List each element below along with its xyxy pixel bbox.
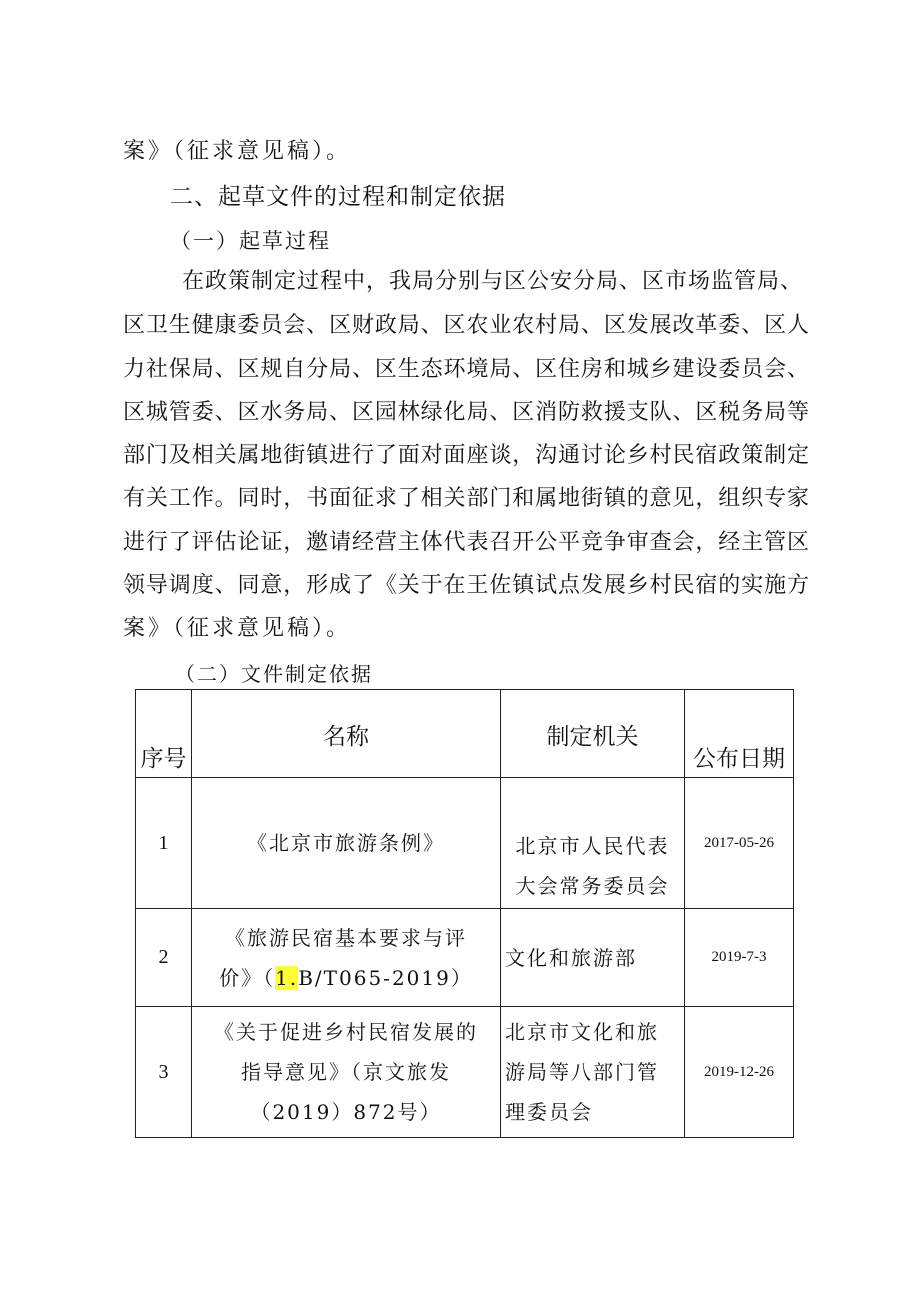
table-row (136, 1007, 794, 1138)
header-agency: 制定机关 (501, 690, 685, 778)
subsection-heading-basis: （二）文件制定依据 (175, 662, 373, 686)
cell-name-line: （2019）872号） (250, 1100, 442, 1124)
highlighted-text: 1. (275, 965, 299, 990)
header-name: 名称 (192, 690, 501, 778)
cell-seq: 1 (136, 778, 192, 909)
cell-name-line: 《北京市旅游条例》 (247, 831, 445, 855)
cell-name-line: 指导意见》（京文旅发 (241, 1060, 451, 1084)
paragraph-line: 区卫生健康委员会、区财政局、区农业农村局、区发展改革委、区人 (123, 313, 809, 338)
cell-agency-line: 大会常务委员会 (515, 874, 670, 898)
header-date: 公布日期 (685, 690, 794, 778)
table-row (136, 909, 794, 1007)
continued-line: 案》（征求意见稿）。 (123, 139, 352, 164)
cell-name-text: B/T065-2019） (298, 965, 473, 990)
cell-name-line (192, 958, 500, 998)
paragraph-line: 在政策制定过程中，我局分别与区公安分局、区市场监管局、 (182, 269, 802, 294)
cell-date: 2017-05-26 (685, 778, 794, 909)
paragraph-line: 进行了评估论证，邀请经营主体代表召开公平竞争审查会，经主管区 (123, 530, 809, 555)
section-heading: 二、起草文件的过程和制定依据 (170, 184, 506, 210)
paragraph-line: 案》（征求意见稿）。 (123, 616, 352, 641)
cell-name-line: 《关于促进乡村民宿发展的 (214, 1020, 478, 1044)
cell-name (192, 909, 501, 1007)
cell-seq: 3 (136, 1007, 192, 1138)
cell-date: 2019-7-3 (685, 909, 794, 1007)
cell-date: 2019-12-26 (685, 1007, 794, 1138)
table-row (136, 778, 794, 909)
cell-agency-line: 理委员会 (505, 1100, 593, 1124)
table-header-row (136, 690, 794, 778)
cell-agency-line: 游局等八部门管 (505, 1060, 659, 1084)
cell-agency (501, 909, 685, 1007)
paragraph-line: 力社保局、区规自分局、区生态环境局、区住房和城乡建设委员会、 (123, 357, 809, 382)
cell-agency (501, 1007, 685, 1138)
cell-seq: 2 (136, 909, 192, 1007)
paragraph-line: 部门及相关属地街镇进行了面对面座谈，沟通讨论乡村民宿政策制定 (123, 443, 809, 468)
cell-name-line: 《旅游民宿基本要求与评 (225, 925, 467, 950)
cell-name-text: 价》（ (219, 965, 276, 990)
paragraph-line: 领导调度、同意，形成了《关于在王佐镇试点发展乡村民宿的实施方 (123, 573, 809, 598)
subsection-heading-drafting: （一）起草过程 (170, 229, 331, 253)
cell-agency (501, 778, 685, 909)
cell-agency-line: 北京市文化和旅 (505, 1020, 659, 1044)
header-seq: 序号 (136, 690, 192, 778)
cell-name (192, 1007, 501, 1138)
paragraph-line: 区城管委、区水务局、区园林绿化局、区消防救援支队、区税务局等 (123, 400, 809, 425)
basis-table (135, 689, 794, 1138)
paragraph-line: 有关工作。同时，书面征求了相关部门和属地街镇的意见，组织专家 (123, 486, 809, 511)
cell-name (192, 778, 501, 909)
cell-agency-line: 北京市人民代表 (515, 834, 670, 858)
cell-agency-line: 文化和旅游部 (505, 945, 637, 970)
